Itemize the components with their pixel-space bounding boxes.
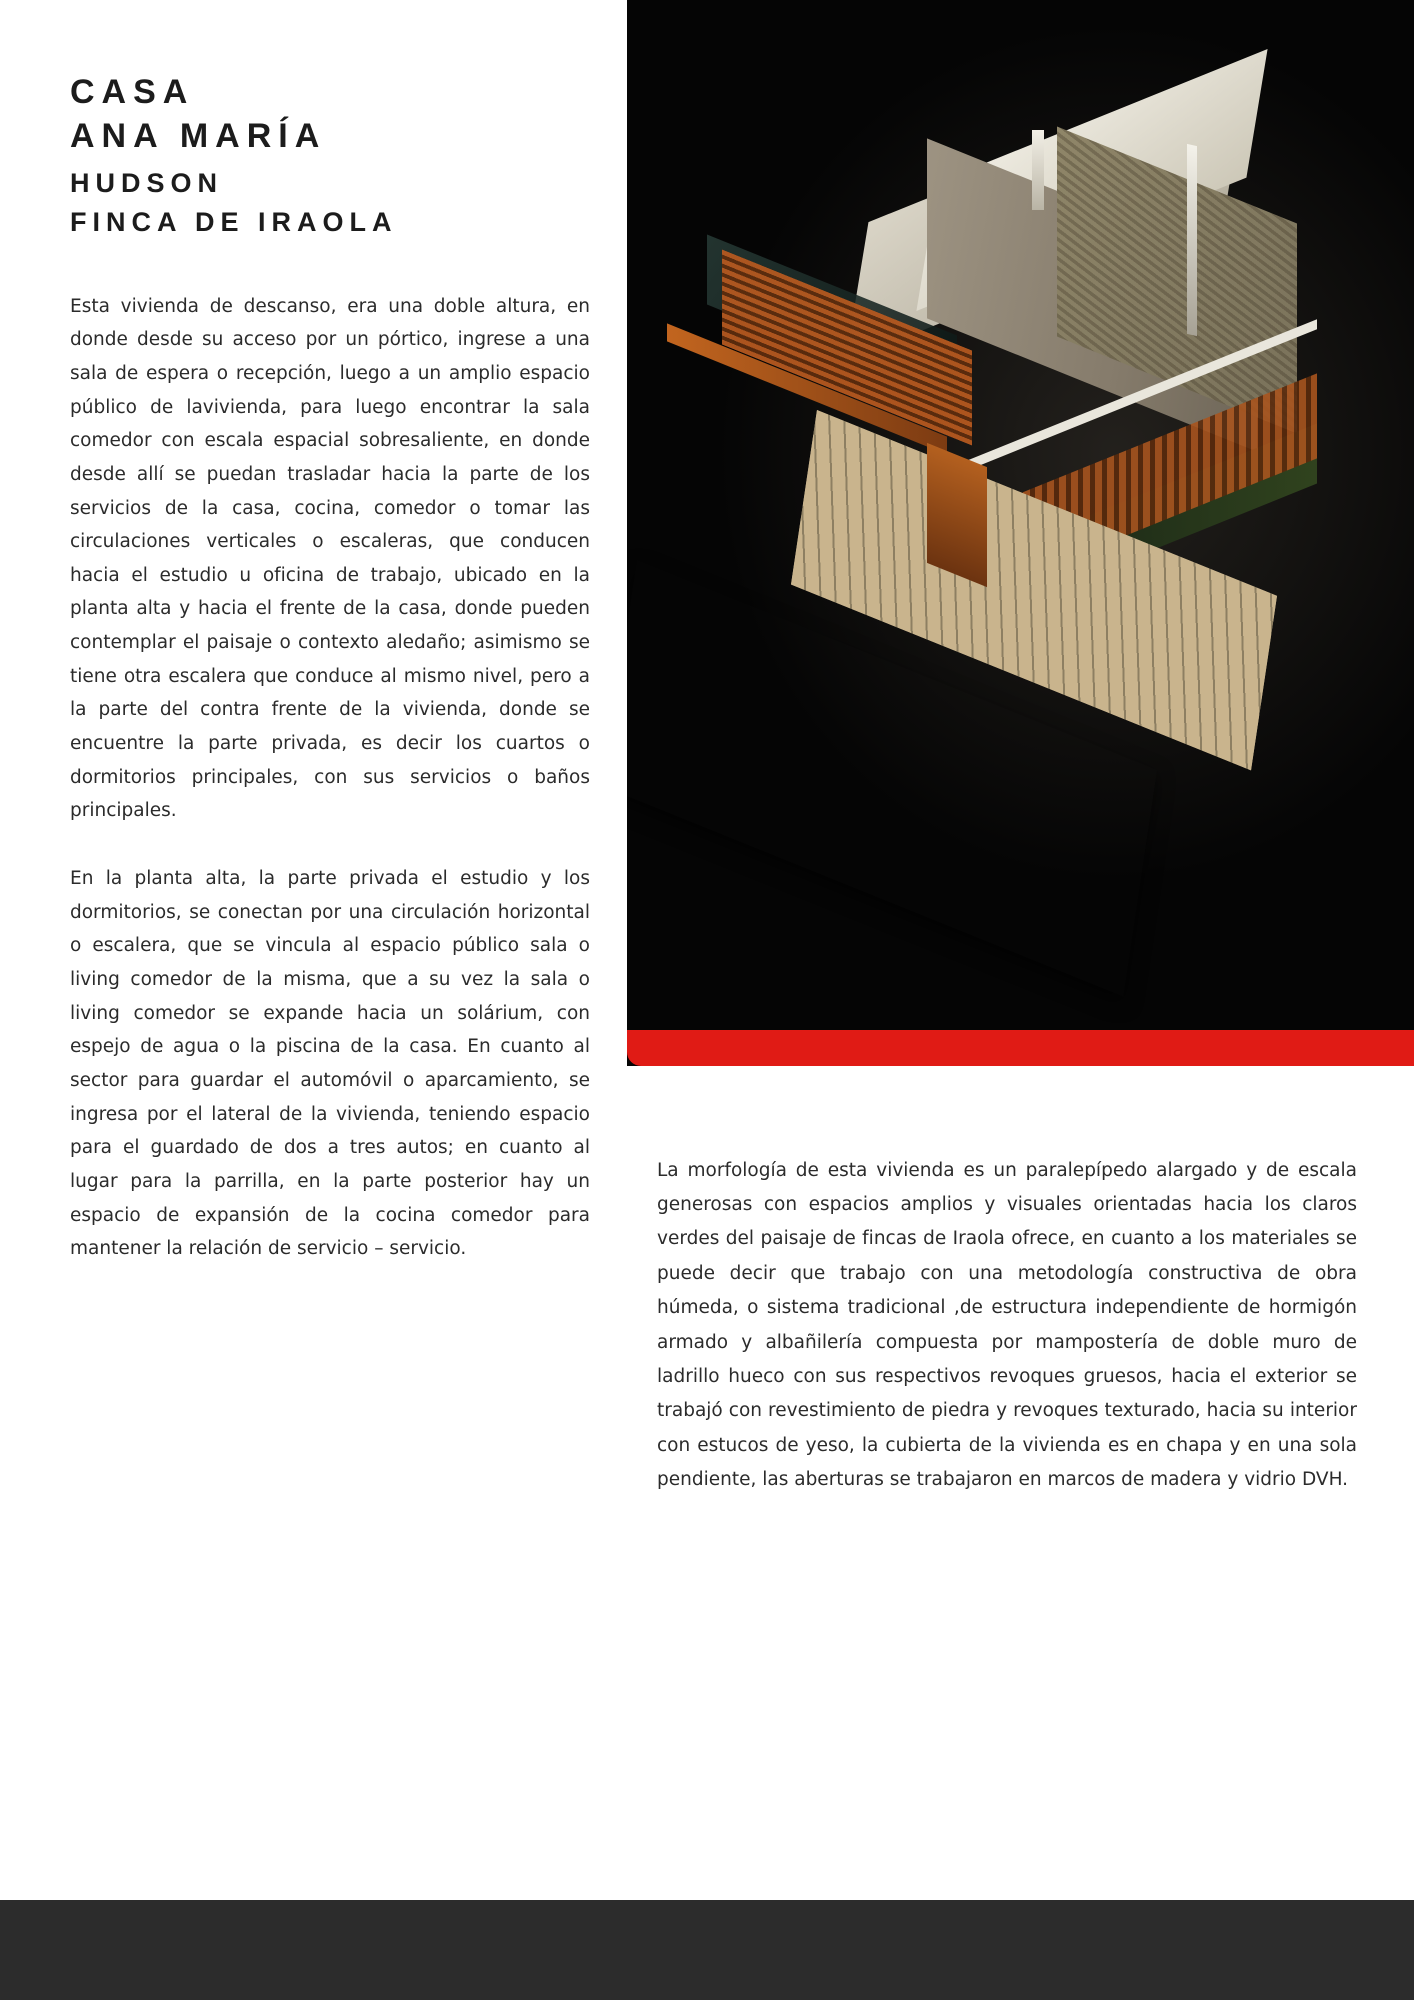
title-line-2: ANA MARÍA xyxy=(70,116,327,155)
model-wood-wall xyxy=(927,443,987,587)
accent-red-band xyxy=(627,1030,1414,1066)
right-paragraph-1: La morfología de esta vivienda es un paralepípedo alargado y de escala generosas con espacios amplios y visuales orientadas hacia los claros verdes del paisaje de fincas de Iraola ofrece, en cuanto a los materiales se puede decir que trabajo con una metodología constructiva de obra húmeda, o sistema tradicional ,de estructura independiente de hormigón armado y albañilería compuesta por mampostería de doble muro de ladrillo hueco con sus respectivos revoques gruesos, hacia el exterior se trabajó con revestimiento de piedra y revoques texturado, hacia su interior con estucos de yeso, la cubierta de la vivienda es en chapa y en una sola pendiente, las aberturas se trabajaron en marcos de madera y vidrio DVH. xyxy=(657,1159,1357,1491)
page-title xyxy=(70,71,590,239)
image-panel-mask xyxy=(627,1066,1414,1080)
right-column xyxy=(657,1135,1357,1516)
model-chimney xyxy=(1032,130,1044,210)
model-pole xyxy=(1187,144,1197,336)
architectural-model-render xyxy=(627,0,1414,1078)
title-line-3: HUDSON xyxy=(70,168,224,199)
left-column xyxy=(70,50,590,1284)
title-line-4: FINCA DE IRAOLA xyxy=(70,207,398,238)
project-image-panel xyxy=(627,0,1414,1078)
model-illustration xyxy=(627,0,1414,1030)
footer-bar xyxy=(0,1900,1414,2000)
title-line-1: CASA xyxy=(70,73,195,112)
left-paragraph-1: Esta vivienda de descanso, era una doble altura, en donde desde su acceso por un pórtico, ingrese a una sala de espera o recepción, luego a un amplio espacio público de lavivienda, para luego encontrar la sala comedor con escala espacial sobresaliente, en donde desde allí se puedan trasladar hacia la parte de los servicios de la casa, cocina, comedor o tomar las circulaciones verticales o escaleras, que conducen hacia el estudio u oficina de trabajo, ubicado en la planta alta y hacia el frente de la casa, donde pueden contemplar el paisaje o contexto aledaño; asimismo se tiene otra escalera que conduce al mismo nivel, pero a la parte del contra frente de la vivienda, donde se encuentre la parte privada, es decir los cuartos o dormitorios principales, con sus servicios o baños principales. xyxy=(70,295,590,822)
left-paragraph-2: En la planta alta, la parte privada el estudio y los dormitorios, se conectan por una circulación horizontal o escalera, que se vincula al espacio público sala o living comedor de la misma, que a su vez la sala o living comedor se expande hacia un solárium, con espejo de agua o la piscina de la casa. En cuanto al sector para guardar el automóvil o aparcamiento, se ingresa por el lateral de la vivienda, teniendo espacio para el guardado de dos a tres autos; en cuanto al lugar para la parrilla, en la parte posterior hay un espacio de expansión de la cocina comedor para mantener la relación de servicio – servicio. xyxy=(70,868,590,1260)
